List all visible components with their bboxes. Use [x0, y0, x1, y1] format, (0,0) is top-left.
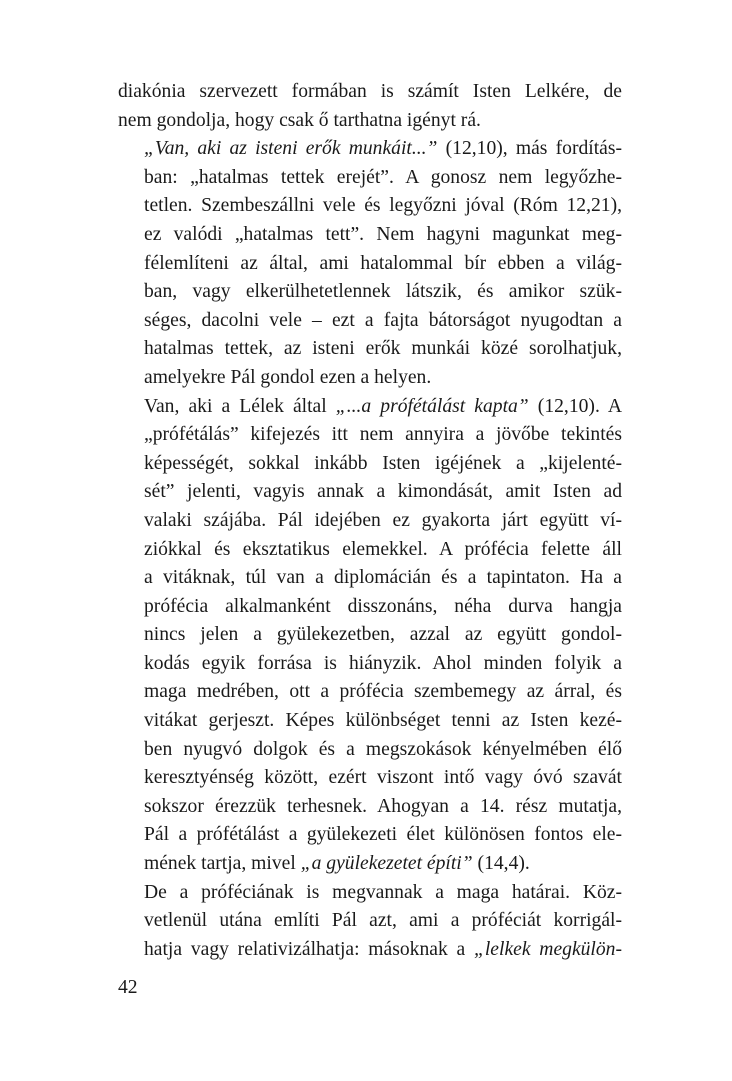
- text-run: hatalmas tettek, az isteni erők munkái közé sorolhatjuk,: [144, 338, 622, 360]
- text-run: ziókkal és eksztatikus elemekkel. A prófécia felette áll: [144, 538, 622, 560]
- text-line: [118, 879, 622, 908]
- quoted-text: „...a prófétálást kapta”: [335, 395, 529, 417]
- text-line: [118, 821, 622, 850]
- text-run: keresztyénség között, ezért viszont intő vagy óvó szavát: [144, 767, 622, 789]
- quoted-text: „Van, aki az isteni erők munkáit...”: [144, 138, 438, 160]
- text-run: félemlíteni az által, ami hatalommal bír ebben a világ-: [144, 252, 622, 274]
- text-run: kodás egyik forrása is hiányzik. Ahol minden folyik a: [144, 652, 622, 674]
- text-run: valaki szájába. Pál idejében ez gyakorta járt együtt ví-: [144, 509, 622, 531]
- text-run: vitákat gerjeszt. Képes különbséget tenni az Isten kezé-: [144, 710, 622, 732]
- paragraph: [118, 879, 622, 965]
- page-body: [118, 78, 622, 964]
- text-run: vetlenül utána említi Pál azt, ami a próféciát korrigál-: [144, 910, 622, 932]
- text-run: hatja vagy relativizálhatja: másoknak a: [144, 938, 474, 960]
- text-line: [118, 936, 622, 965]
- text-line: [118, 850, 622, 879]
- text-run: Van, aki a Lélek által: [144, 395, 336, 417]
- text-line: [118, 678, 622, 707]
- text-line: [118, 335, 622, 364]
- text-line: [118, 307, 622, 336]
- text-line: [118, 764, 622, 793]
- text-run: maga medrében, ott a prófécia szembemegy az árral, és: [144, 681, 622, 703]
- text-run: prófécia alkalmanként disszonáns, néha durva hangja: [144, 595, 622, 617]
- text-line: [118, 593, 622, 622]
- text-line: [118, 421, 622, 450]
- text-line: [118, 278, 622, 307]
- text-run: tetlen. Szembeszállni vele és legyőzni jóval (Róm 12,21),: [144, 195, 622, 217]
- text-run: (12,10). A: [528, 395, 623, 417]
- text-run: mének tartja, mivel: [144, 853, 301, 875]
- text-line: [118, 135, 622, 164]
- text-line: [118, 364, 622, 393]
- text-run: sét” jelenti, vagyis annak a kimondását, amit Isten ad: [144, 481, 622, 503]
- text-run: ban, vagy elkerülhetetlennek látszik, és amikor szük-: [144, 281, 622, 303]
- text-line: [118, 621, 622, 650]
- text-line: [118, 507, 622, 536]
- text-run: ben nyugvó dolgok és a megszokások kényelmében élő: [144, 738, 622, 760]
- quoted-text: „lelkek megkülön-: [473, 938, 622, 960]
- text-run: nincs jelen a gyülekezetben, azzal az együtt gondol-: [144, 624, 622, 646]
- text-line: [118, 393, 622, 422]
- text-line: [118, 793, 622, 822]
- text-run: Pál a prófétálást a gyülekezeti élet különösen fontos ele-: [144, 824, 622, 846]
- text-line: [118, 107, 622, 136]
- text-line: [118, 478, 622, 507]
- text-run: képességét, sokkal inkább Isten igéjének a „kijelenté-: [144, 452, 622, 474]
- text-run: diakónia szervezett formában is számít Isten Lelkére, de: [118, 81, 622, 102]
- text-line: [118, 164, 622, 193]
- text-line: [118, 907, 622, 936]
- text-line: [118, 78, 622, 107]
- text-run: ban: „hatalmas tettek erejét”. A gonosz nem legyőzhe-: [144, 166, 622, 188]
- text-line: [118, 536, 622, 565]
- text-run: sokszor érezzük terhesnek. Ahogyan a 14. rész mutatja,: [144, 795, 622, 817]
- text-line: [118, 250, 622, 279]
- text-run: ez valódi „hatalmas tett”. Nem hagyni magunkat meg-: [144, 223, 622, 245]
- page-number: 42: [118, 977, 138, 998]
- text-run: (12,10), más fordítás-: [437, 138, 622, 160]
- text-line: [118, 221, 622, 250]
- text-run: De a próféciának is megvannak a maga határai. Köz-: [144, 881, 622, 903]
- text-line: [118, 192, 622, 221]
- text-run: amelyekre Pál gondol ezen a helyen.: [144, 366, 432, 388]
- paragraph: [118, 393, 622, 879]
- text-run: nem gondolja, hogy csak ő tarthatna igényt rá.: [118, 109, 481, 131]
- text-run: a vitáknak, túl van a diplomácián és a tapintaton. Ha a: [144, 567, 622, 589]
- text-line: [118, 650, 622, 679]
- paragraph: [118, 78, 622, 135]
- text-run: „prófétálás” kifejezés itt nem annyira a jövőbe tekintés: [144, 424, 622, 446]
- text-line: [118, 707, 622, 736]
- text-run: (14,4).: [472, 853, 530, 875]
- text-line: [118, 736, 622, 765]
- text-line: [118, 564, 622, 593]
- text-line: [118, 450, 622, 479]
- text-run: séges, dacolni vele – ezt a fajta bátorságot nyugodtan a: [144, 309, 622, 331]
- quoted-text: „a gyülekezetet építi”: [300, 853, 473, 875]
- paragraph: [118, 135, 622, 392]
